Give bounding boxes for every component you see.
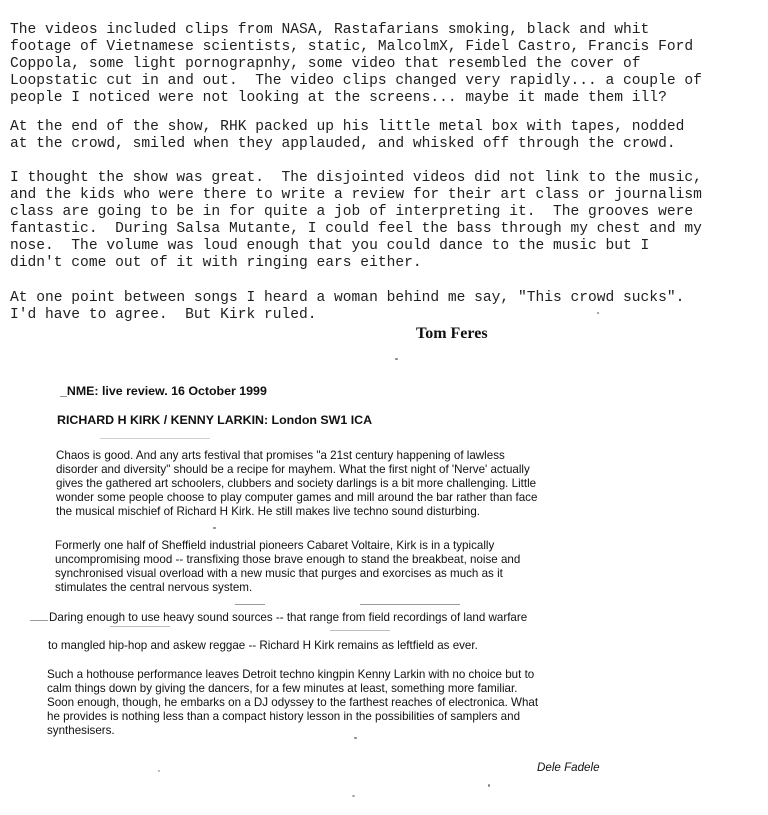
feres-author: Tom Feres (416, 325, 488, 342)
text-line: calm things down by giving the dancers, for a few minutes at least, something more familiar. (47, 682, 518, 695)
scan-speck (597, 312, 599, 314)
text-line: synthesisers. (47, 724, 115, 737)
scan-artifact (30, 620, 48, 621)
nme-paragraph-4 (47, 668, 538, 738)
text-line: stimulates the central nervous system. (55, 581, 253, 594)
nme-paragraph-3b: to mangled hip-hop and askew reggae -- Richard H Kirk remains as leftfield as ever. (48, 639, 478, 652)
nme-headline: RICHARD H KIRK / KENNY LARKIN: London SW1 ICA (57, 413, 373, 427)
nme-source-line: _NME: live review. 16 October 1999 (60, 384, 267, 398)
nme-paragraph-2 (55, 539, 520, 595)
text-line: I'd have to agree. But Kirk ruled. (10, 307, 317, 323)
text-line: gives the gathered art schoolers, clubbers and society darlings is a bit more challenging. Little (56, 477, 537, 490)
scan-artifact (360, 604, 460, 605)
scan-artifact (330, 630, 390, 631)
text-line: Such a hothouse performance leaves Detroit techno kingpin Kenny Larkin with no choice but to (47, 668, 535, 681)
text-line: disorder and diversity" should be a recipe for mayhem. What the first night of 'Nerve' actually (56, 463, 530, 476)
text-line: nose. The volume was loud enough that you could dance to the music but I (10, 238, 650, 254)
feres-paragraph-3 (10, 170, 762, 272)
text-line: fantastic. During Salsa Mutante, I could feel the bass through my chest and my (10, 221, 702, 237)
scan-speck (352, 795, 355, 797)
text-line: Formerly one half of Sheffield industrial pioneers Cabaret Voltaire, Kirk is in a typically (55, 539, 495, 552)
text-line: people I noticed were not looking at the screens... maybe it made them ill? (10, 90, 667, 106)
text-line: didn't come out of it with ringing ears either. (10, 255, 422, 271)
text-line: Soon enough, though, he embarks on a DJ odyssey to the farthest reaches of electronica. What (47, 696, 539, 709)
text-line: class are going to be in for quite a job of interpreting it. The grooves were (10, 204, 694, 220)
text-line: footage of Vietnamese scientists, static, MalcolmX, Fidel Castro, Francis Ford (10, 39, 694, 55)
feres-paragraph-4 (10, 290, 762, 324)
nme-author: Dele Fadele (537, 761, 600, 774)
scan-speck (395, 358, 398, 360)
text-line: wonder some people choose to play computer games and mill around the bar rather than face (56, 491, 538, 504)
scan-speck (354, 737, 357, 739)
nme-paragraph-3a: Daring enough to use heavy sound sources -- that range from field recordings of land warfare (49, 611, 528, 624)
text-line: The videos included clips from NASA, Rastafarians smoking, black and whit (10, 22, 650, 38)
scan-artifact (110, 626, 170, 627)
text-line: At the end of the show, RHK packed up his little metal box with tapes, nodded (10, 119, 685, 135)
scan-speck (213, 527, 216, 529)
feres-paragraph-1 (10, 22, 762, 107)
text-line: Loopstatic cut in and out. The video clips changed very rapidly... a couple of (10, 73, 702, 89)
nme-paragraph-1 (56, 449, 537, 519)
feres-paragraph-2 (10, 119, 762, 153)
text-line: he provides is nothing less than a compact history lesson in the possibilities of samplers and (47, 710, 521, 723)
text-line: Chaos is good. And any arts festival that promises "a 21st century happening of lawless (56, 449, 505, 462)
scan-artifact (100, 438, 210, 439)
text-line: At one point between songs I heard a woman behind me say, "This crowd sucks". (10, 290, 685, 306)
text-line: uncompromising mood -- transfixing those brave enough to stand the breakbeat, noise and (55, 553, 521, 566)
scan-artifact (235, 604, 265, 605)
text-line: and the kids who were there to write a review for their art class or journalism (10, 187, 702, 203)
text-line: Coppola, some light pornograpnhy, some video that resembled the cover of (10, 56, 641, 72)
scan-speck (488, 784, 490, 787)
text-line: synchronised visual overload with a new music that purges and exorcises as much as it (55, 567, 503, 580)
text-line: the musical mischief of Richard H Kirk. He still makes live techno sound disturbing. (56, 505, 480, 518)
text-line: I thought the show was great. The disjointed videos did not link to the music, (10, 170, 702, 186)
text-line: at the crowd, smiled when they applauded, and whisked off through the crowd. (10, 136, 676, 152)
scan-speck (158, 770, 160, 772)
